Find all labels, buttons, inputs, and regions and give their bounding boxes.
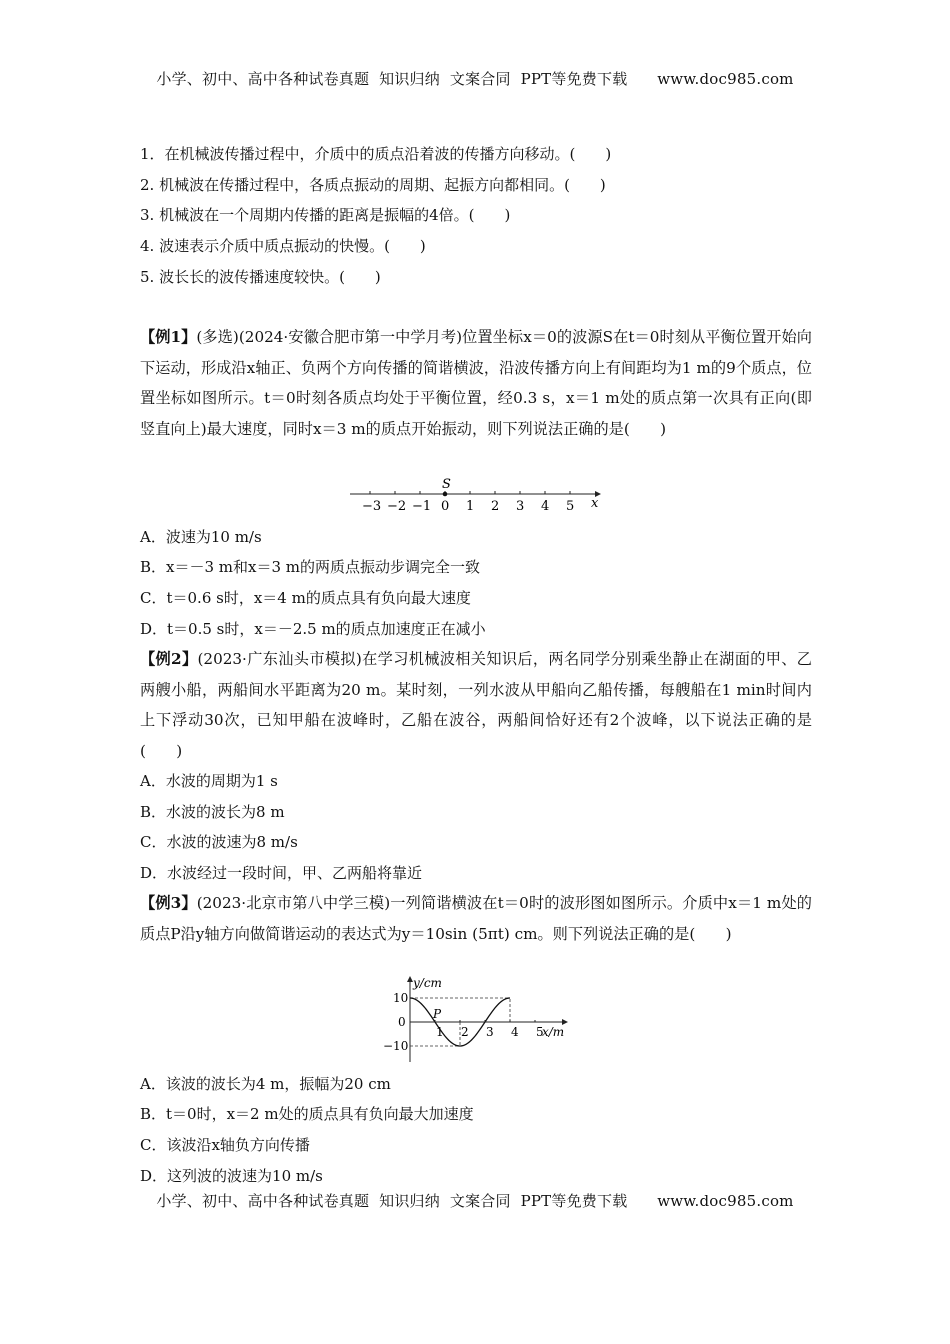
x-axis-unit-label: x/m <box>542 1025 565 1039</box>
number-line-tick-label: −2 <box>387 499 407 514</box>
number-line-tick-label: 5 <box>566 499 575 514</box>
source-point <box>443 492 448 497</box>
x-axis-label: x <box>591 496 599 511</box>
example1-option-d: D．t＝0.5 s时，x＝－2.5 m的质点加速度正在减小 <box>140 620 486 638</box>
y-tick-label: −10 <box>383 1039 409 1053</box>
example1-text: (多选)(2024·安徽合肥市第一中学月考)位置坐标x＝0的波源S在t＝0时刻从平衡位置开始向下运动，形成沿x轴正、负两个方向传播的简谐横波，沿波传播方向上有间距均为1 m的9个质点，位置坐标如图所示。t＝0时刻各质点均处于平衡位置，经0.3 s，x＝1 m处的质点第一次具有正向(即竖直向上)最大速度，同时x＝3 m的质点开始振动，则下列说法正确的是( ) <box>140 328 812 438</box>
number-line-tick-label: 0 <box>441 499 450 514</box>
y-tick-label: 10 <box>393 991 409 1005</box>
x-tick-label: 1 <box>436 1025 444 1039</box>
judgment-1: 1．在机械波传播过程中，介质中的质点沿着波的传播方向移动。( ) <box>140 145 612 163</box>
example2-option-d: D．水波经过一段时间，甲、乙两船将靠近 <box>140 864 423 882</box>
example3-tag: 【例3】 <box>140 894 197 912</box>
number-line-tick-label: 3 <box>516 499 525 514</box>
example1-option-c: C．t＝0.6 s时，x＝4 m的质点具有负向最大速度 <box>140 589 471 607</box>
example2-tag: 【例2】 <box>140 650 198 668</box>
x-tick-label: 4 <box>511 1025 519 1039</box>
example2-text: (2023·广东汕头市模拟)在学习机械波相关知识后，两名同学分别乘坐静止在湖面的甲、乙两艘小船，两船间水平距离为20 m。某时刻，一列水波从甲船向乙船传播，每艘船在1 min时间内上下浮动30次，已知甲船在波峰时，乙船在波谷，两船间恰好还有2个波峰，以下说法正确的是( ) <box>140 650 812 760</box>
number-line-tick-label: −1 <box>412 499 432 514</box>
example3-stem <box>140 888 812 949</box>
number-line-tick-label: 1 <box>466 499 475 514</box>
example3-option-a: A．该波的波长为4 m，振幅为20 cm <box>140 1075 391 1093</box>
example3-option-b: B．t＝0时，x＝2 m处的质点具有负向最大加速度 <box>140 1105 474 1123</box>
example2-option-c: C．水波的波速为8 m/s <box>140 833 298 851</box>
judgment-5: 5. 波长长的波传播速度较快。( ) <box>140 268 381 286</box>
source-label: S <box>442 477 451 492</box>
number-line-tick-label: −3 <box>362 499 382 514</box>
example1-stem <box>140 322 812 444</box>
y-axis-label: y/cm <box>413 976 442 990</box>
page-footer: 小学、初中、高中各种试卷真题 知识归纳 文案合同 PPT等免费下载 www.doc985.com <box>156 1192 794 1210</box>
x-tick-label: 3 <box>486 1025 494 1039</box>
x-tick-label: 2 <box>461 1025 469 1039</box>
example2-option-b: B．水波的波长为8 m <box>140 803 285 821</box>
example3-option-c: C．该波沿x轴负方向传播 <box>140 1136 310 1154</box>
example2-stem <box>140 644 812 766</box>
example1-figure <box>345 474 605 516</box>
number-line-tick-label: 2 <box>491 499 500 514</box>
example2-option-a: A．水波的周期为1 s <box>140 772 278 790</box>
example1-option-a: A．波速为10 m/s <box>140 528 262 546</box>
example1-tag: 【例1】 <box>140 328 197 346</box>
wave-chart <box>382 976 572 1066</box>
judgment-3: 3. 机械波在一个周期内传播的距离是振幅的4倍。( ) <box>140 206 511 224</box>
example1-option-b: B．x＝－3 m和x＝3 m的两质点振动步调完全一致 <box>140 558 481 576</box>
point-p-label: P <box>433 1007 442 1021</box>
number-line-tick-label: 4 <box>541 499 550 514</box>
example3-text: (2023·北京市第八中学三模)一列简谐横波在t＝0时的波形图如图所示。介质中x＝1 m处的质点P沿y轴方向做简谐运动的表达式为y＝10sin (5πt) cm。则下列说法正确的是( ) <box>140 894 812 943</box>
y-tick-label: 0 <box>398 1015 406 1029</box>
page-header: 小学、初中、高中各种试卷真题 知识归纳 文案合同 PPT等免费下载 www.doc985.com <box>156 70 794 88</box>
judgment-4: 4. 波速表示介质中质点振动的快慢。( ) <box>140 237 426 255</box>
x-tick-label: 5 <box>536 1025 544 1039</box>
judgment-2: 2. 机械波在传播过程中，各质点振动的周期、起振方向都相同。( ) <box>140 176 606 194</box>
example3-option-d: D．这列波的波速为10 m/s <box>140 1167 323 1185</box>
